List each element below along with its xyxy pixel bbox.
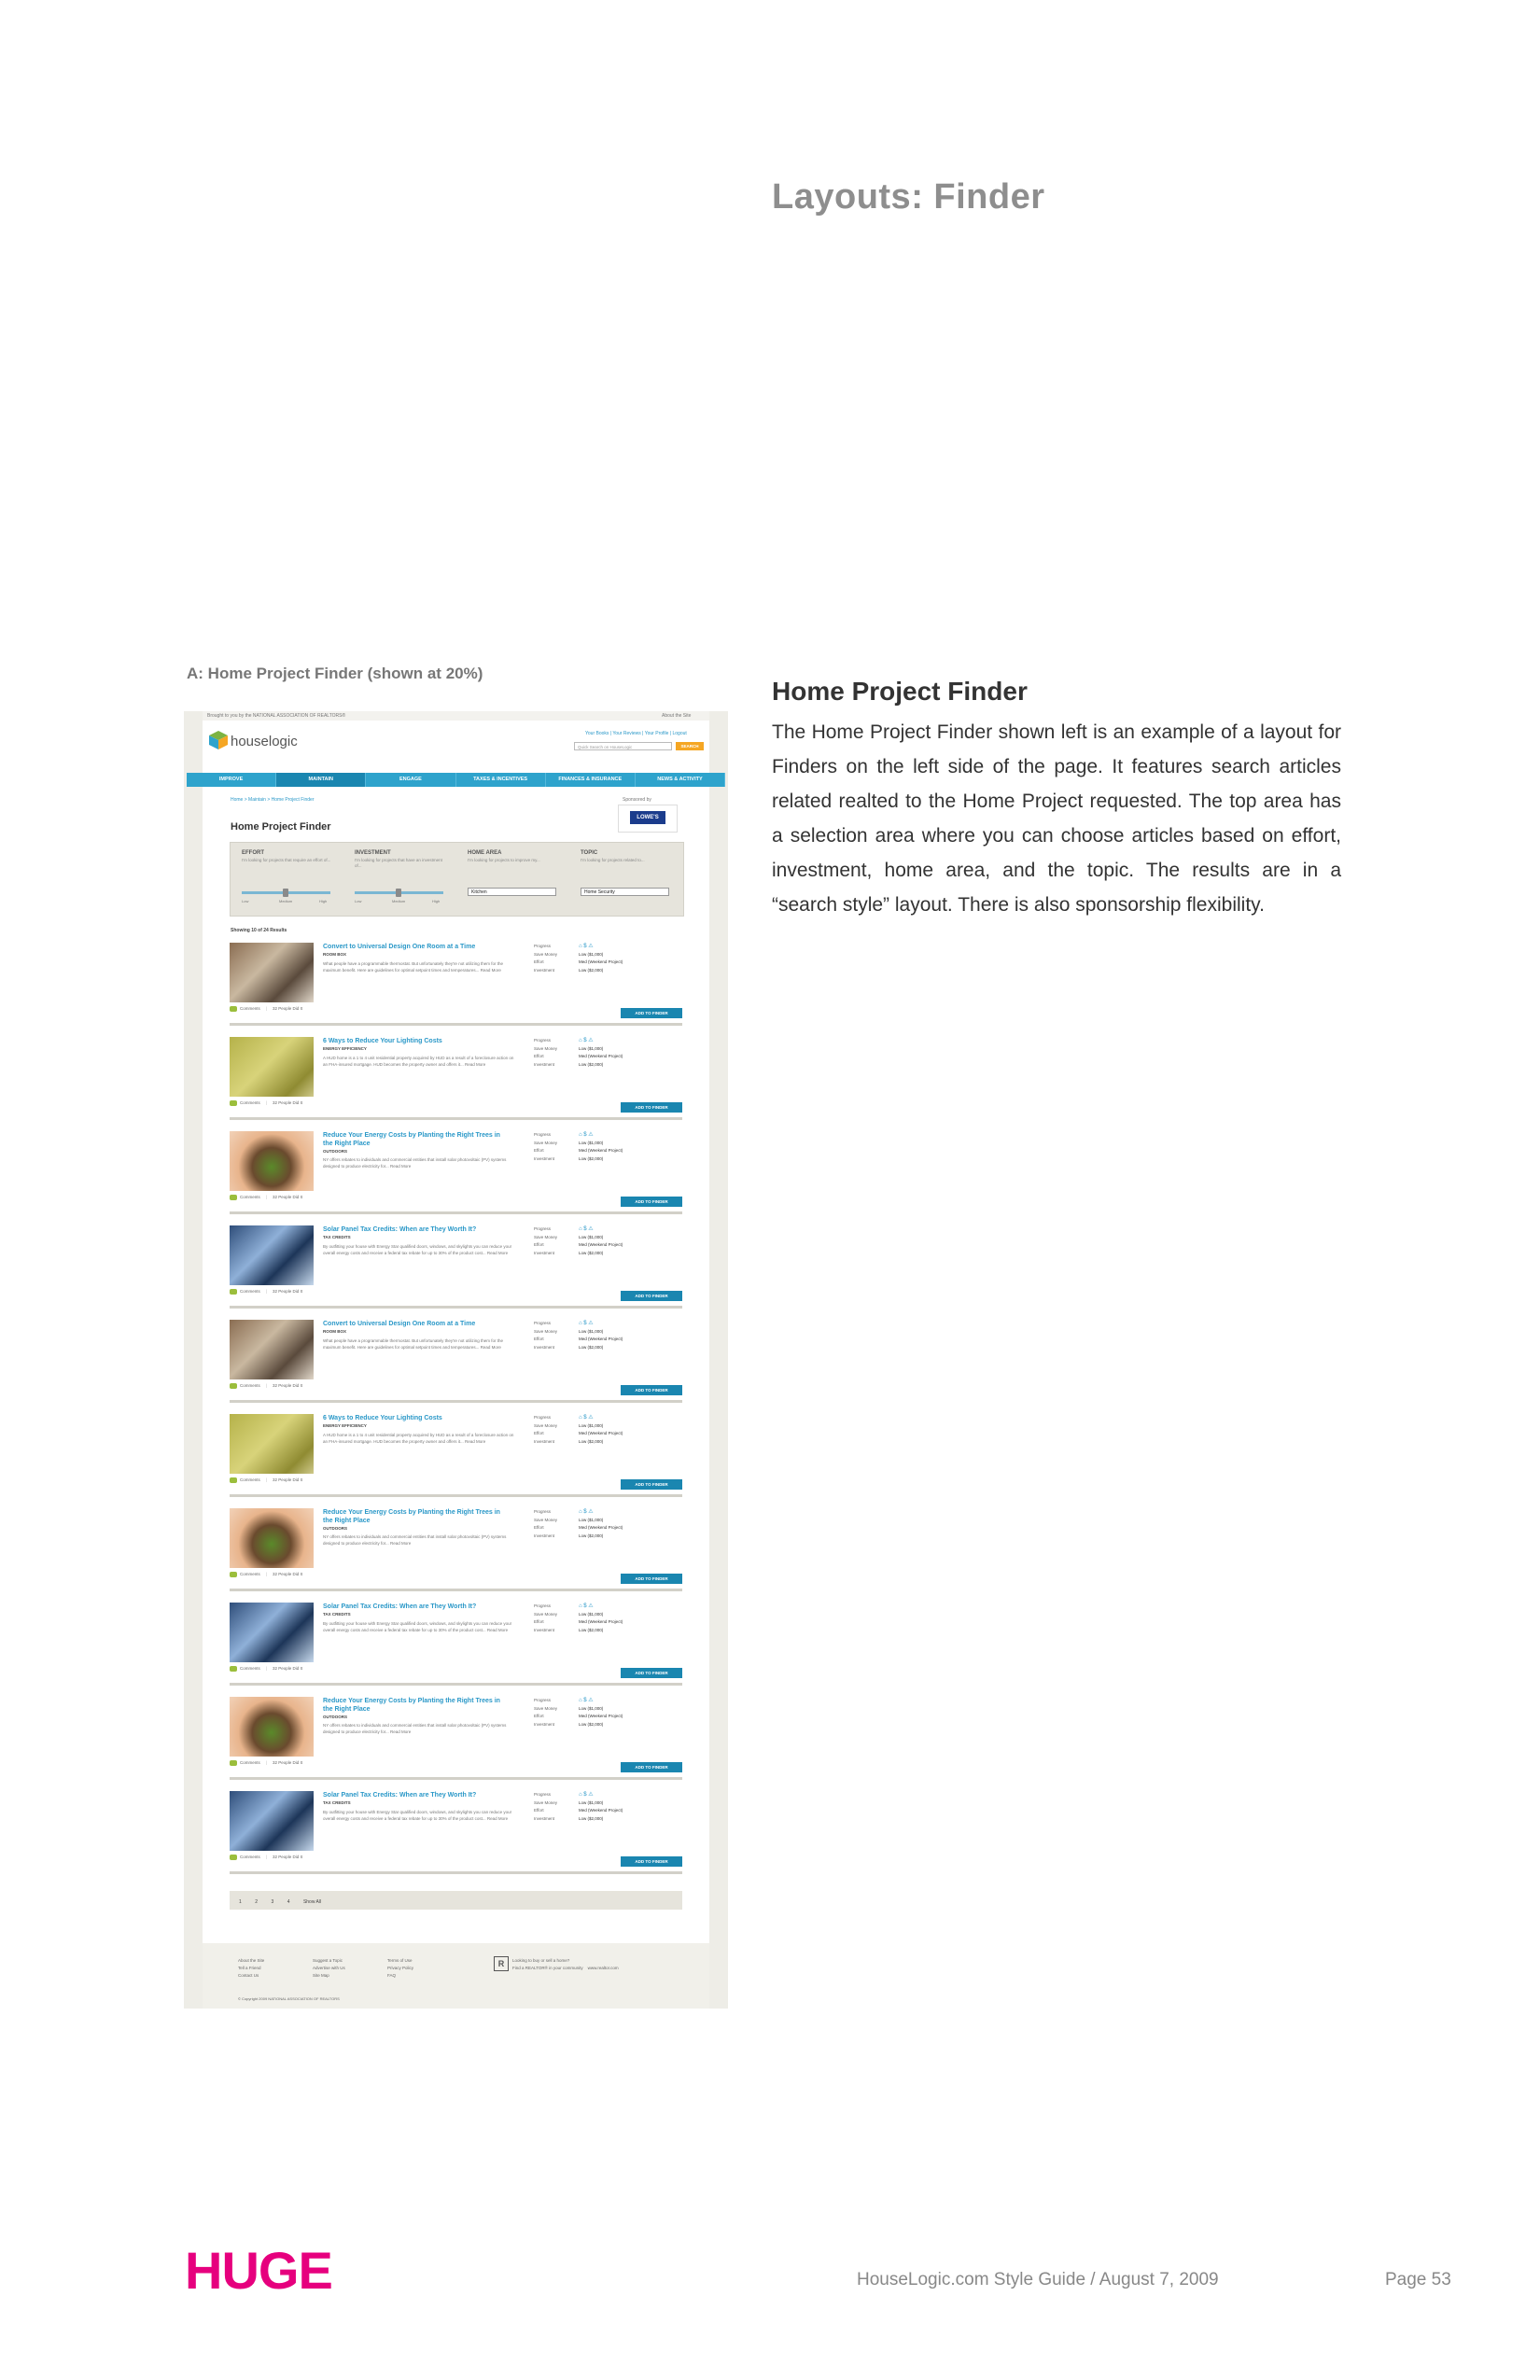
add-to-finder-button[interactable]: ADD TO FINDER [621, 1479, 682, 1490]
filter-effort: EFFORT I'm looking for projects that require an effort of... [242, 850, 331, 862]
result-title[interactable]: Reduce Your Energy Costs by Planting the Right Trees in the Right Place [323, 1509, 500, 1524]
add-to-finder-button[interactable]: ADD TO FINDER [621, 1574, 682, 1584]
result-row-solar-tax [230, 1223, 682, 1317]
progress-icons: ⌂ $ ⚠ [579, 1226, 594, 1232]
result-description: By outfitting your house with Energy Star qualified doors, windows, and skylights you can reduce your overall energy costs and receive a federal tax rebate for up to 30% of the product cost... Read More [323, 1621, 512, 1632]
people-did-it: 32 People Did It [272, 1855, 302, 1860]
result-meta: Progress ⌂ $ ⚠ Save Money Low ($1,000) Effort Med (Weekend Project) Investment Low ($2,000) [534, 1226, 623, 1255]
result-meta: Progress ⌂ $ ⚠ Save Money Low ($1,000) Effort Med (Weekend Project) Investment Low ($2,000) [534, 1509, 623, 1538]
search-button[interactable]: SEARCH [676, 742, 704, 750]
people-did-it: 32 People Did It [272, 1477, 302, 1483]
result-description: A HUD home is a 1 to 4 unit residential property acquired by HUD as a result of a foreclosure action on an FHA-insured mortgage. HUD becomes the property owner and offers it... Read More [323, 1056, 514, 1067]
people-did-it: 32 People Did It [272, 1195, 302, 1200]
site-logo[interactable]: houselogic [231, 734, 298, 749]
result-row-energy-trees [230, 1694, 682, 1788]
huge-logo: HUGE [185, 2241, 332, 2300]
result-separator [230, 1023, 682, 1026]
home-area-select[interactable]: Kitchen [468, 888, 556, 896]
houselogic-logo-icon [208, 730, 229, 750]
result-footer: Comments | 32 People Did It ADD TO FINDER [230, 1760, 682, 1773]
effort-slider[interactable] [242, 891, 330, 894]
people-did-it: 32 People Did It [272, 1572, 302, 1577]
comment-bubble-icon [230, 1477, 237, 1483]
result-separator [230, 1494, 682, 1497]
result-category: OUTDOORS [323, 1715, 348, 1719]
page-1[interactable]: 1 [239, 1899, 242, 1905]
result-category: TAX CREDITS [323, 1235, 351, 1239]
result-category: ENERGY EFFICIENCY [323, 1046, 367, 1051]
page-3[interactable]: 3 [271, 1899, 274, 1905]
result-description: A HUD home is a 1 to 4 unit residential property acquired by HUD as a result of a foreclosure action on an FHA-insured mortgage. HUD becomes the property owner and offers it... Read More [323, 1433, 514, 1444]
footer-links-2[interactable]: Suggest a Topic Advertise with Us Site Map [313, 1958, 345, 1978]
search-input[interactable]: Quick Search on HouseLogic [574, 742, 672, 750]
progress-icons: ⌂ $ ⚠ [579, 1698, 594, 1703]
top-strip-text: Brought to you by the NATIONAL ASSOCIATION OF REALTORS® [207, 713, 346, 719]
footer-links-3[interactable]: Terms of Use Privacy Policy FAQ [387, 1958, 414, 1978]
comments-link[interactable]: Comments [240, 1383, 260, 1389]
figure-caption: A: Home Project Finder (shown at 20%) [187, 665, 483, 682]
comments-link[interactable]: Comments [240, 1760, 260, 1766]
result-separator [230, 1589, 682, 1591]
result-title[interactable]: Solar Panel Tax Credits: When are They Worth It? [323, 1603, 477, 1610]
finder-heading: Home Project Finder [231, 821, 331, 833]
result-description: NY offers rebates to individuals and commercial entities that install solar photovoltaic (PV) systems designed to produce electricity for... Read More [323, 1157, 507, 1169]
add-to-finder-button[interactable]: ADD TO FINDER [621, 1008, 682, 1018]
result-thumbnail[interactable] [230, 1508, 314, 1568]
about-site-link[interactable]: About the Site [662, 713, 692, 719]
show-all[interactable]: Show All [302, 1899, 322, 1905]
result-category: TAX CREDITS [323, 1612, 351, 1617]
result-footer: Comments | 32 People Did It ADD TO FINDER [230, 1855, 682, 1868]
result-meta: Progress ⌂ $ ⚠ Save Money Low ($1,000) Effort Med (Weekend Project) Investment Low ($2,000) [534, 944, 623, 973]
result-footer: Comments | 32 People Did It ADD TO FINDER [230, 1006, 682, 1019]
sponsor-label: Sponsored by [623, 797, 651, 803]
result-description: What people have a programmable thermostat. But unfortunately they're not utilizing them for the maximum benefit. Here are guidelines for optimal setpoint times and temperatures... Read More [323, 1338, 503, 1350]
add-to-finder-button[interactable]: ADD TO FINDER [621, 1291, 682, 1301]
sponsor-logo: LOWE'S [630, 811, 665, 824]
result-description: NY offers rebates to individuals and commercial entities that install solar photovoltaic (PV) systems designed to produce electricity for... Read More [323, 1723, 507, 1734]
comments-link[interactable]: Comments [240, 1006, 260, 1012]
sponsor-box[interactable] [618, 805, 678, 833]
result-description: By outfitting your house with Energy Star qualified doors, windows, and skylights you can reduce your overall energy costs and receive a federal tax rebate for up to 30% of the product cost... Read More [323, 1810, 512, 1821]
comment-bubble-icon [230, 1100, 237, 1106]
result-category: OUTDOORS [323, 1149, 348, 1154]
result-row-lighting-costs [230, 1034, 682, 1128]
slider-knob[interactable] [283, 889, 288, 897]
comment-bubble-icon [230, 1383, 237, 1389]
progress-icons: ⌂ $ ⚠ [579, 1603, 594, 1609]
result-row-solar-tax [230, 1788, 682, 1883]
site-footer [203, 1943, 709, 2009]
breadcrumb[interactable]: Home > Maintain > Home Project Finder [231, 797, 315, 803]
result-footer: Comments | 32 People Did It ADD TO FINDER [230, 1572, 682, 1585]
result-footer: Comments | 32 People Did It ADD TO FINDER [230, 1666, 682, 1679]
filter-topic: TOPIC I'm looking for projects related to... [581, 850, 645, 862]
result-thumbnail[interactable] [230, 943, 314, 1002]
filter-panel: EFFORT I'm looking for projects that require an effort of... Low Medium High INVESTMENT I'm looking for projects that have an investment of... Low Medium High HOME AREA I'm looking for projects to improve my... Kitchen TOPIC I'm looking for projects related to... Home Security [230, 842, 684, 917]
comments-link[interactable]: Comments [240, 1855, 260, 1860]
people-did-it: 32 People Did It [272, 1760, 302, 1766]
filter-home-area: HOME AREA I'm looking for projects to improve my... [468, 850, 540, 862]
result-meta: Progress ⌂ $ ⚠ Save Money Low ($1,000) Effort Med (Weekend Project) Investment Low ($2,000) [534, 1415, 623, 1444]
result-footer: Comments | 32 People Did It ADD TO FINDER [230, 1477, 682, 1491]
add-to-finder-button[interactable]: ADD TO FINDER [621, 1102, 682, 1113]
result-thumbnail[interactable] [230, 1320, 314, 1379]
result-description: NY offers rebates to individuals and commercial entities that install solar photovoltaic (PV) systems designed to produce electricity for... Read More [323, 1534, 507, 1546]
comments-link[interactable]: Comments [240, 1195, 260, 1200]
progress-icons: ⌂ $ ⚠ [579, 944, 594, 949]
nav-item-taxes[interactable]: TAXES & INCENTIVES [456, 773, 546, 787]
progress-icons: ⌂ $ ⚠ [579, 1321, 594, 1326]
result-meta: Progress ⌂ $ ⚠ Save Money Low ($1,000) Effort Med (Weekend Project) Investment Low ($2,000) [534, 1038, 623, 1067]
result-thumbnail[interactable] [230, 1131, 314, 1191]
result-category: OUTDOORS [323, 1526, 348, 1531]
nav-item-maintain[interactable]: MAINTAIN [276, 773, 366, 787]
result-separator [230, 1117, 682, 1120]
slider-knob[interactable] [396, 889, 401, 897]
add-to-finder-button[interactable]: ADD TO FINDER [621, 1856, 682, 1867]
progress-icons: ⌂ $ ⚠ [579, 1132, 594, 1138]
comments-link[interactable]: Comments [240, 1100, 260, 1106]
footer-guide: HouseLogic.com Style Guide / August 7, 2009 [857, 2270, 1219, 2289]
result-separator [230, 1306, 682, 1309]
comment-bubble-icon [230, 1195, 237, 1200]
result-thumbnail[interactable] [230, 1037, 314, 1097]
page-4[interactable]: 4 [287, 1899, 290, 1905]
footer-realtor[interactable]: Looking to buy or sell a home? Find a REALTOR® in your community www.realtor.com [512, 1958, 619, 1970]
topic-select[interactable]: Home Security [581, 888, 669, 896]
people-did-it: 32 People Did It [272, 1666, 302, 1672]
add-to-finder-button[interactable]: ADD TO FINDER [621, 1197, 682, 1207]
nav-item-improve[interactable]: IMPROVE [187, 773, 276, 787]
result-meta: Progress ⌂ $ ⚠ Save Money Low ($1,000) Effort Med (Weekend Project) Investment Low ($2,000) [534, 1792, 623, 1821]
result-title[interactable]: Reduce Your Energy Costs by Planting the Right Trees in the Right Place [323, 1132, 500, 1147]
comment-bubble-icon [230, 1006, 237, 1012]
result-row-energy-trees [230, 1128, 682, 1223]
result-description: By outfitting your house with Energy Star qualified doors, windows, and skylights you can reduce your overall energy costs and receive a federal tax rebate for up to 30% of the product cost... Read More [323, 1244, 512, 1255]
result-category: ROOM BOX [323, 952, 347, 957]
comments-link[interactable]: Comments [240, 1477, 260, 1483]
results-count: Showing 10 of 24 Results [231, 928, 287, 933]
user-links[interactable]: Your Books | Your Reviews | Your Profile | Logout [585, 731, 687, 736]
result-title[interactable]: Convert to Universal Design One Room at a Time [323, 944, 476, 950]
comment-bubble-icon [230, 1572, 237, 1577]
people-did-it: 32 People Did It [272, 1006, 302, 1012]
nav-item-finances[interactable]: FINANCES & INSURANCE [546, 773, 636, 787]
filter-investment: INVESTMENT I'm looking for projects that have an investment of... [355, 850, 442, 868]
people-did-it: 32 People Did It [272, 1383, 302, 1389]
nav-item-news[interactable]: NEWS & ACTIVITY [636, 773, 725, 787]
comments-link[interactable]: Comments [240, 1572, 260, 1577]
people-did-it: 32 People Did It [272, 1100, 302, 1106]
result-meta: Progress ⌂ $ ⚠ Save Money Low ($1,000) Effort Med (Weekend Project) Investment Low ($2,000) [534, 1132, 623, 1161]
result-meta: Progress ⌂ $ ⚠ Save Money Low ($1,000) Effort Med (Weekend Project) Investment Low ($2,000) [534, 1603, 623, 1632]
comments-link[interactable]: Comments [240, 1666, 260, 1672]
result-row-universal-design [230, 940, 682, 1034]
main-nav [187, 773, 725, 787]
pagination [230, 1891, 682, 1910]
result-separator [230, 1211, 682, 1214]
result-title[interactable]: 6 Ways to Reduce Your Lighting Costs [323, 1038, 442, 1044]
finder-screenshot [184, 711, 728, 2009]
result-footer: Comments | 32 People Did It ADD TO FINDER [230, 1289, 682, 1302]
result-title[interactable]: Convert to Universal Design One Room at a Time [323, 1321, 476, 1327]
investment-slider[interactable] [355, 891, 443, 894]
add-to-finder-button[interactable]: ADD TO FINDER [621, 1762, 682, 1772]
result-thumbnail[interactable] [230, 1791, 314, 1851]
result-row-universal-design [230, 1317, 682, 1411]
footer-links-1[interactable]: About the Site Tell a Friend Contact Us [238, 1958, 265, 1978]
result-category: ENERGY EFFICIENCY [323, 1423, 367, 1428]
copyright: © Copyright 2009 NATIONAL ASSOCIATION OF REALTORS [238, 1996, 340, 2001]
result-title[interactable]: Reduce Your Energy Costs by Planting the Right Trees in the Right Place [323, 1698, 500, 1713]
progress-icons: ⌂ $ ⚠ [579, 1415, 594, 1421]
result-thumbnail[interactable] [230, 1603, 314, 1662]
footer-page-number: Page 53 [1385, 2270, 1451, 2289]
comment-bubble-icon [230, 1760, 237, 1766]
comment-bubble-icon [230, 1289, 237, 1295]
result-title[interactable]: Solar Panel Tax Credits: When are They Worth It? [323, 1792, 477, 1799]
result-separator [230, 1683, 682, 1686]
result-thumbnail[interactable] [230, 1225, 314, 1285]
result-row-solar-tax [230, 1600, 682, 1694]
add-to-finder-button[interactable]: ADD TO FINDER [621, 1668, 682, 1678]
result-title[interactable]: 6 Ways to Reduce Your Lighting Costs [323, 1415, 442, 1421]
result-title[interactable]: Solar Panel Tax Credits: When are They Worth It? [323, 1226, 477, 1233]
add-to-finder-button[interactable]: ADD TO FINDER [621, 1385, 682, 1395]
result-thumbnail[interactable] [230, 1697, 314, 1757]
comments-link[interactable]: Comments [240, 1289, 260, 1295]
result-separator [230, 1777, 682, 1780]
nav-item-engage[interactable]: ENGAGE [366, 773, 455, 787]
realtor-r-icon: R [494, 1956, 509, 1971]
result-category: TAX CREDITS [323, 1800, 351, 1805]
result-category: ROOM BOX [323, 1329, 347, 1334]
progress-icons: ⌂ $ ⚠ [579, 1792, 594, 1798]
comment-bubble-icon [230, 1855, 237, 1860]
result-meta: Progress ⌂ $ ⚠ Save Money Low ($1,000) Effort Med (Weekend Project) Investment Low ($2,000) [534, 1321, 623, 1350]
result-meta: Progress ⌂ $ ⚠ Save Money Low ($1,000) Effort Med (Weekend Project) Investment Low ($2,000) [534, 1698, 623, 1727]
progress-icons: ⌂ $ ⚠ [579, 1509, 594, 1515]
section-title: Home Project Finder [772, 677, 1028, 706]
result-row-lighting-costs [230, 1411, 682, 1505]
result-footer: Comments | 32 People Did It ADD TO FINDER [230, 1100, 682, 1113]
result-footer: Comments | 32 People Did It ADD TO FINDER [230, 1383, 682, 1396]
result-thumbnail[interactable] [230, 1414, 314, 1474]
result-footer: Comments | 32 People Did It ADD TO FINDER [230, 1195, 682, 1208]
comment-bubble-icon [230, 1666, 237, 1672]
section-body: The Home Project Finder shown left is an example of a layout for Finders on the left side of the page. It features search articles related realted to the Home Project requested. The top area has a selection area where you can choose articles based on effort, investment, home area, and the topic. The results are in a “search style” layout. There is also sponsorship flexibility. [772, 721, 1341, 916]
page-2[interactable]: 2 [255, 1899, 259, 1905]
result-separator [230, 1400, 682, 1403]
progress-icons: ⌂ $ ⚠ [579, 1038, 594, 1043]
result-separator [230, 1871, 682, 1874]
page-title: Layouts: Finder [772, 177, 1045, 217]
result-description: What people have a programmable thermostat. But unfortunately they're not utilizing them for the maximum benefit. Here are guidelines for optimal setpoint times and temperatures... Read More [323, 961, 503, 973]
people-did-it: 32 People Did It [272, 1289, 302, 1295]
result-row-energy-trees [230, 1505, 682, 1600]
